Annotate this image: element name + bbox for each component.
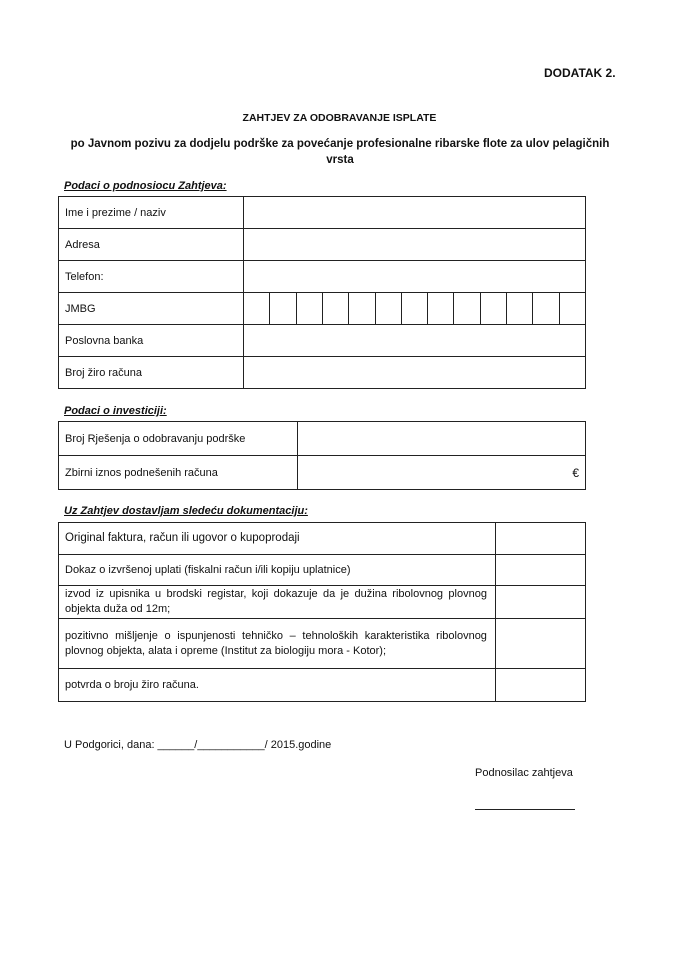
doc-label: Original faktura, račun ili ugovor o kupoprodaji xyxy=(59,523,496,555)
table-row xyxy=(59,619,586,669)
place-date-line: U Podgorici, dana: ______/___________/ 2015.godine xyxy=(64,739,332,751)
doc-label: izvod iz upisnika u brodski registar, koji dokazuje da je dužina ribolovnog plovnog objekta duža od 12m; xyxy=(59,586,496,619)
jmbg-digit-box[interactable] xyxy=(401,293,427,325)
currency-symbol: € xyxy=(572,465,579,480)
table-row xyxy=(59,325,586,357)
table-row xyxy=(59,197,586,229)
row-label: Adresa xyxy=(59,229,244,261)
signature-line[interactable] xyxy=(475,809,575,810)
address-field[interactable] xyxy=(244,229,586,261)
account-field[interactable] xyxy=(244,357,586,389)
form-title: ZAHTJEV ZA ODOBRAVANJE ISPLATE xyxy=(242,112,437,124)
jmbg-digit-box[interactable] xyxy=(296,293,322,325)
documentation-heading: Uz Zahtjev dostavljam sledeću dokumentaciju: xyxy=(64,505,308,517)
row-label: Telefon: xyxy=(59,261,244,293)
form-subtitle: po Javnom pozivu za dodjelu podrške za povećanje profesionalne ribarske flote za ulov pelagičnih vrsta xyxy=(70,138,610,166)
row-label: Poslovna banka xyxy=(59,325,244,357)
row-label: Broj Rješenja o odobravanju podrške xyxy=(59,422,298,456)
doc-checkbox-cell[interactable] xyxy=(495,555,585,586)
applicant-heading: Podaci o podnosiocu Zahtjeva: xyxy=(64,180,227,192)
row-label: Ime i prezime / naziv xyxy=(59,197,244,229)
table-row xyxy=(59,422,586,456)
applicant-table xyxy=(58,196,586,389)
doc-label: Dokaz o izvršenoj uplati (fiskalni račun i/ili kopiju uplatnice) xyxy=(59,555,496,586)
jmbg-digit-box[interactable] xyxy=(375,293,401,325)
table-row xyxy=(59,261,586,293)
phone-field[interactable] xyxy=(244,261,586,293)
total-amount-field[interactable] xyxy=(298,456,586,490)
jmbg-digit-box[interactable] xyxy=(533,293,559,325)
table-row xyxy=(59,456,586,490)
table-row xyxy=(59,293,586,325)
jmbg-digit-box[interactable] xyxy=(244,293,270,325)
jmbg-digit-box[interactable] xyxy=(322,293,348,325)
row-label: Zbirni iznos podnešenih računa xyxy=(59,456,298,490)
annex-label: DODATAK 2. xyxy=(544,66,616,80)
doc-checkbox-cell[interactable] xyxy=(495,619,585,669)
table-row xyxy=(59,586,586,619)
doc-label: potvrda o broju žiro računa. xyxy=(59,669,496,702)
jmbg-digit-box[interactable] xyxy=(454,293,480,325)
table-row xyxy=(59,669,586,702)
doc-label: pozitivno mišljenje o ispunjenosti tehničko – tehnoloških karakteristika ribolovnog plovnog objekta, alata i opreme (Institut za biologiju mora - Kotor); xyxy=(59,619,496,669)
doc-checkbox-cell[interactable] xyxy=(495,523,585,555)
doc-checkbox-cell[interactable] xyxy=(495,586,585,619)
jmbg-digit-box[interactable] xyxy=(480,293,506,325)
table-row xyxy=(59,357,586,389)
investment-table xyxy=(58,421,586,490)
documentation-table xyxy=(58,522,586,702)
signer-label: Podnosilac zahtjeva xyxy=(475,767,573,779)
decision-number-field[interactable] xyxy=(298,422,586,456)
investment-heading: Podaci o investiciji: xyxy=(64,405,167,417)
jmbg-digit-box[interactable] xyxy=(559,293,585,325)
table-row xyxy=(59,229,586,261)
jmbg-digit-box[interactable] xyxy=(270,293,296,325)
name-field[interactable] xyxy=(244,197,586,229)
row-label: Broj žiro računa xyxy=(59,357,244,389)
doc-checkbox-cell[interactable] xyxy=(495,669,585,702)
bank-field[interactable] xyxy=(244,325,586,357)
table-row xyxy=(59,523,586,555)
jmbg-digit-box[interactable] xyxy=(507,293,533,325)
jmbg-digit-box[interactable] xyxy=(349,293,375,325)
table-row xyxy=(59,555,586,586)
jmbg-digit-box[interactable] xyxy=(428,293,454,325)
row-label: JMBG xyxy=(59,293,244,325)
